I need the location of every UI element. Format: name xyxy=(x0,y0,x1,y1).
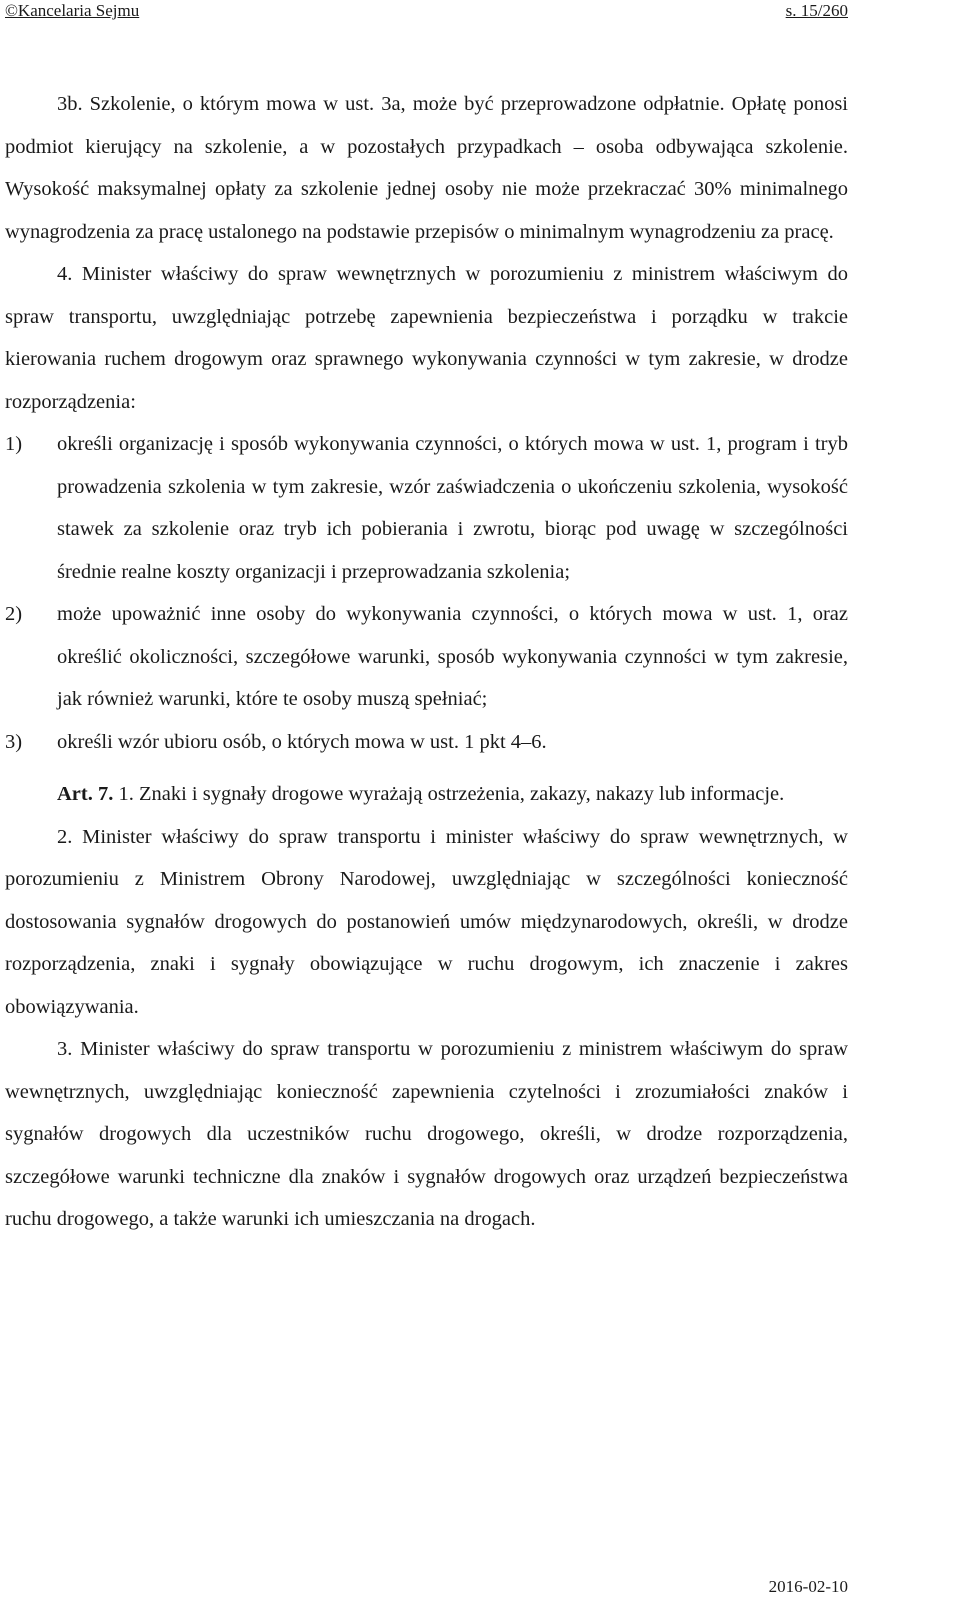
header-copyright[interactable] xyxy=(5,0,139,22)
page-number-link[interactable]: s. 15/260 xyxy=(785,1,848,20)
article-7-paragraph-3: 3. Minister właściwy do spraw transportu w porozumieniu z ministrem właściwym do spraw wewnętrznych, uwzględniając konieczność zapewnienia czytelności i zrozumiałości znaków i sygnałów drogowych dla uczestników ruchu drogowego, określi, w drodze rozporządzenia, szczegółowe warunki techniczne dla znaków i sygnałów drogowych oraz urządzeń bezpieczeństwa ruchu drogowego, a także warunki ich umieszczania na drogach. xyxy=(5,1038,848,1230)
footer-date: 2016-02-10 xyxy=(768,1577,848,1596)
paragraph-3b: 3b. Szkolenie, o którym mowa w ust. 3a, może być przeprowadzone odpłatnie. Opłatę ponosi podmiot kierujący na szkolenie, a w pozostałych przypadkach – osoba odbywająca szkolenie. Wysokość maksymalnej opłaty za szkolenie jednej osoby nie może przekraczać 30% minimalnego wynagrodzenia za pracę ustalonego na podstawie przepisów o minimalnym wynagrodzeniu za pracę. xyxy=(5,93,848,243)
article-7-p1-text: 1. Znaki i sygnały drogowe wyrażają ostrzeżenia, zakazy, nakazy lub informacje. xyxy=(113,783,785,805)
point-text: określi wzór ubioru osób, o których mowa w ust. 1 pkt 4–6. xyxy=(57,730,547,753)
point-list xyxy=(5,423,848,763)
article-7-paragraph-1 xyxy=(5,773,848,816)
list-item xyxy=(5,593,848,721)
article-7-paragraph-2: 2. Minister właściwy do spraw transportu i minister właściwy do spraw wewnętrznych, w porozumieniu z Ministrem Obrony Narodowej, uwzględniając w szczególności konieczność dostosowania sygnałów drogowych do postanowień umów międzynarodowych, określi, w drodze rozporządzenia, znaki i sygnały obowiązujące w ruchu drogowym, ich znaczenie i zakres obowiązywania. xyxy=(5,825,848,1018)
list-item xyxy=(5,721,848,764)
point-number: 2) xyxy=(5,603,23,625)
header-page-number[interactable] xyxy=(786,0,848,22)
list-item xyxy=(5,423,848,593)
copyright-link[interactable]: ©Kancelaria Sejmu xyxy=(5,1,140,20)
paragraph-4: 4. Minister właściwy do spraw wewnętrznych w porozumieniu z ministrem właściwym do spraw transportu, uwzględniając potrzebę zapewnienia bezpieczeństwa i porządku w trakcie kierowania ruchem drogowym oraz sprawnego wykonywania czynności w tym zakresie, w drodze rozporządzenia: xyxy=(5,263,848,413)
point-text: określi organizację i sposób wykonywania czynności, o których mowa w ust. 1, program i tryb prowadzenia szkolenia w tym zakresie, wzór zaświadczenia o ukończeniu szkolenia, wysokość stawek za szkolenie oraz tryb ich pobierania i zwrotu, biorąc pod uwagę w szczególności średnie realne koszty organizacji i przeprowadzania szkolenia; xyxy=(57,433,848,583)
point-number: 3) xyxy=(5,730,23,753)
document-body xyxy=(5,83,848,1241)
point-text: może upoważnić inne osoby do wykonywania czynności, o których mowa w ust. 1, oraz określić okoliczności, szczegółowe warunki, sposób wykonywania czynności w tym zakresie, jak również warunki, które te osoby muszą spełniać; xyxy=(57,603,848,710)
article-label: Art. 7. xyxy=(57,783,114,805)
point-number: 1) xyxy=(5,433,23,455)
